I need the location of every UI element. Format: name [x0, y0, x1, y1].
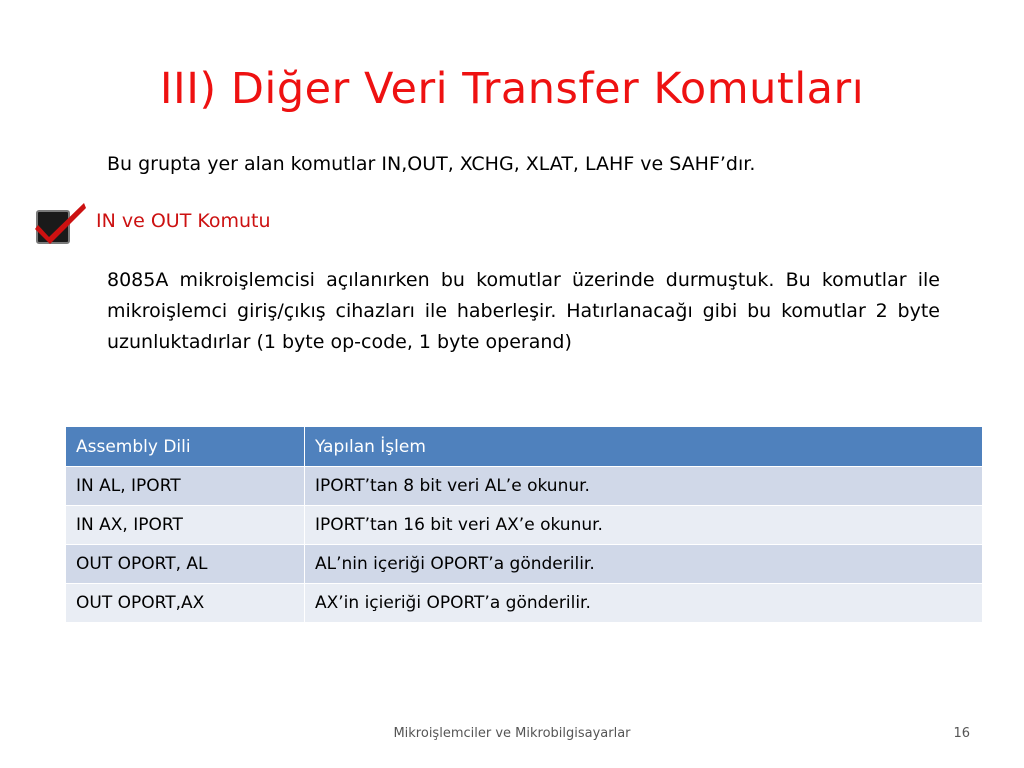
- table-cell: OUT OPORT, AL: [66, 545, 305, 584]
- table-cell: IN AX, IPORT: [66, 506, 305, 545]
- table-header-row: [66, 427, 983, 467]
- table-cell: OUT OPORT,AX: [66, 584, 305, 623]
- page-number: 16: [953, 726, 970, 741]
- checkmark-checkbox-icon: [34, 199, 88, 247]
- table-row: [66, 506, 983, 545]
- table-cell: AL’nin içeriği OPORT’a gönderilir.: [305, 545, 983, 584]
- slide-title: III) Diğer Veri Transfer Komutları: [159, 64, 865, 114]
- instruction-table: [65, 426, 983, 623]
- table-header-cell: Assembly Dili: [66, 427, 305, 467]
- table-header-cell: Yapılan İşlem: [305, 427, 983, 467]
- footer-text: Mikroişlemciler ve Mikrobilgisayarlar: [393, 726, 631, 741]
- table-row: [66, 584, 983, 623]
- intro-text: Bu grupta yer alan komutlar IN,OUT, XCHG, XLAT, LAHF ve SAHF’dır.: [107, 153, 756, 175]
- table-cell: IPORT’tan 8 bit veri AL’e okunur.: [305, 467, 983, 506]
- body-paragraph: 8085A mikroişlemcisi açılanırken bu komutlar üzerinde durmuştuk. Bu komutlar ile mikroişlemci giriş/çıkış cihazları ile haberleşir. Hatırlanacağı gibi bu komutlar 2 byte uzunluktadırlar (1 byte op-code, 1 byte operand): [107, 269, 940, 353]
- table-row: [66, 467, 983, 506]
- table-cell: IPORT’tan 16 bit veri AX’e okunur.: [305, 506, 983, 545]
- table-row: [66, 545, 983, 584]
- table-cell: AX’in içieriği OPORT’a gönderilir.: [305, 584, 983, 623]
- section-heading: IN ve OUT Komutu: [96, 210, 271, 232]
- table-cell: IN AL, IPORT: [66, 467, 305, 506]
